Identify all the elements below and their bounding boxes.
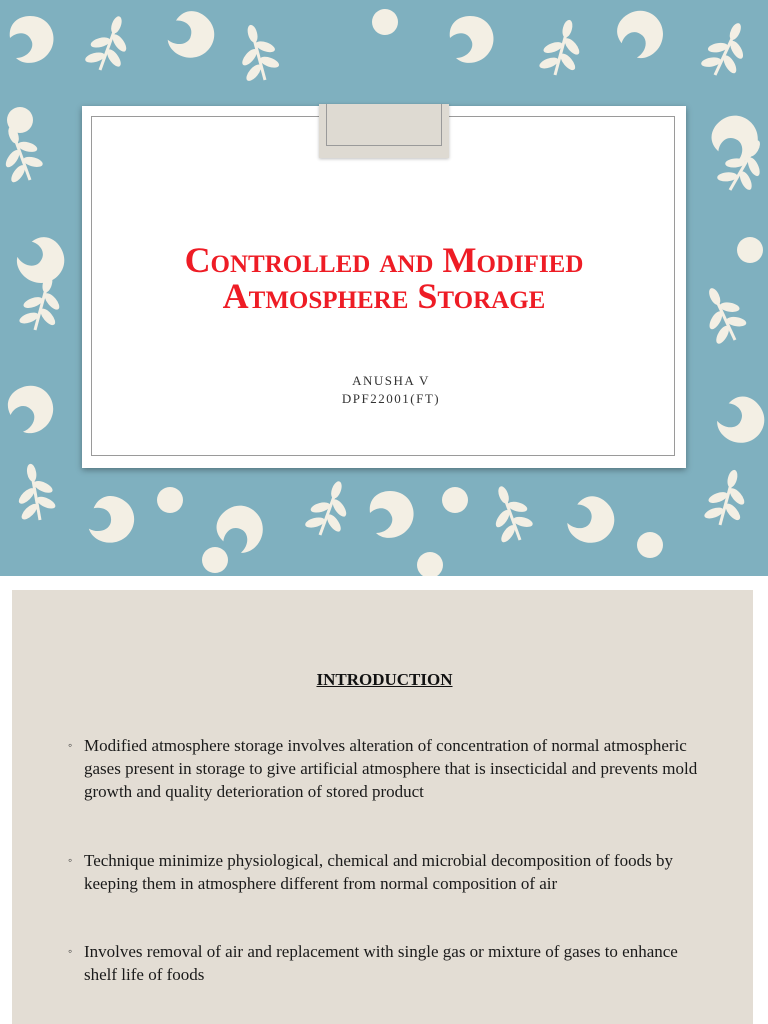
author-name: ANUSHA V bbox=[352, 373, 430, 388]
author-id: DPF22001(FT) bbox=[341, 391, 441, 406]
bullet-text: Involves removal of air and replacement with single gas or mixture of gases to enhance shelf life of foods bbox=[84, 942, 678, 984]
bullet-marker-icon: ◦ bbox=[68, 853, 73, 867]
slide-title-line-1: Controlled and Modified bbox=[184, 240, 584, 280]
slide-title-line-2: Atmosphere Storage bbox=[222, 276, 546, 316]
introduction-slide bbox=[12, 590, 753, 1024]
bullet-text: Technique minimize physiological, chemical and microbial decomposition of foods by keeping them in atmosphere different from normal composition of air bbox=[84, 851, 673, 893]
introduction-heading: INTRODUCTION bbox=[316, 670, 453, 689]
list-item bbox=[68, 734, 708, 803]
bullet-list bbox=[68, 734, 708, 986]
bullet-marker-icon: ◦ bbox=[68, 738, 73, 752]
list-item bbox=[68, 849, 708, 895]
title-tab-decoration bbox=[319, 104, 449, 158]
slide-title bbox=[82, 242, 686, 314]
title-card bbox=[82, 106, 686, 468]
bullet-text: Modified atmosphere storage involves alteration of concentration of normal atmospheric gases present in storage to give artificial atmosphere that is insecticidal and prevents mold growth and quality deterioration of stored product bbox=[84, 736, 698, 801]
author-block bbox=[82, 372, 686, 408]
list-item bbox=[68, 940, 708, 986]
bullet-marker-icon: ◦ bbox=[68, 944, 73, 958]
